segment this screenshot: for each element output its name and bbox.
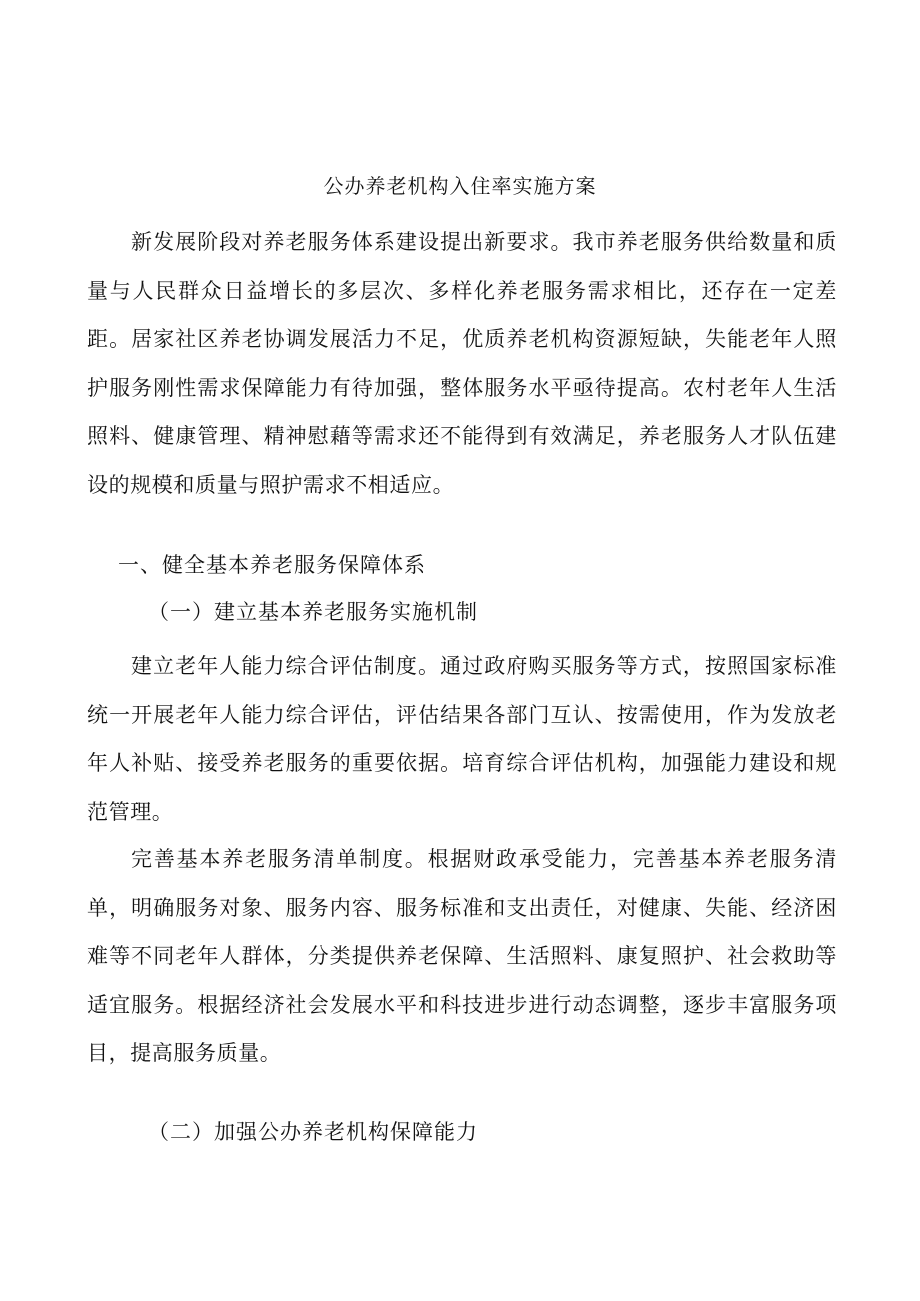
document-title: 公办养老机构入住率实施方案 xyxy=(323,174,597,198)
body-paragraph: 完善基本养老服务清单制度。根据财政承受能力，完善基本养老服务清单，明确服务对象、服务内容、服务标准和支出责任，对健康、失能、经济困难等不同老年人群体，分类提供养老保障、生活照料、康复照护、社会救助等适宜服务。根据经济社会发展水平和科技进步进行动态调整，逐步丰富服务项目，提高服务质量。 xyxy=(87,847,837,1065)
section-heading: 一、健全基本养老服务保障体系 xyxy=(118,553,426,577)
body-paragraph: 建立老年人能力综合评估制度。通过政府购买服务等方式，按照国家标准统一开展老年人能力综合评估，评估结果各部门互认、按需使用，作为发放老年人补贴、接受养老服务的重要依据。培育综合评估机构，加强能力建设和规范管理。 xyxy=(87,654,837,824)
subsection-heading: （一）建立基本养老服务实施机制 xyxy=(148,600,478,624)
subsection-heading: （二）加强公办养老机构保障能力 xyxy=(148,1120,478,1144)
intro-paragraph: 新发展阶段对养老服务体系建设提出新要求。我市养老服务供给数量和质量与人民群众日益增长的多层次、多样化养老服务需求相比，还存在一定差距。居家社区养老协调发展活力不足，优质养老机构资源短缺，失能老年人照护服务刚性需求保障能力有待加强，整体服务水平亟待提高。农村老年人生活照料、健康管理、精神慰藉等需求还不能得到有效满足，养老服务人才队伍建设的规模和质量与照护需求不相适应。 xyxy=(87,230,837,497)
